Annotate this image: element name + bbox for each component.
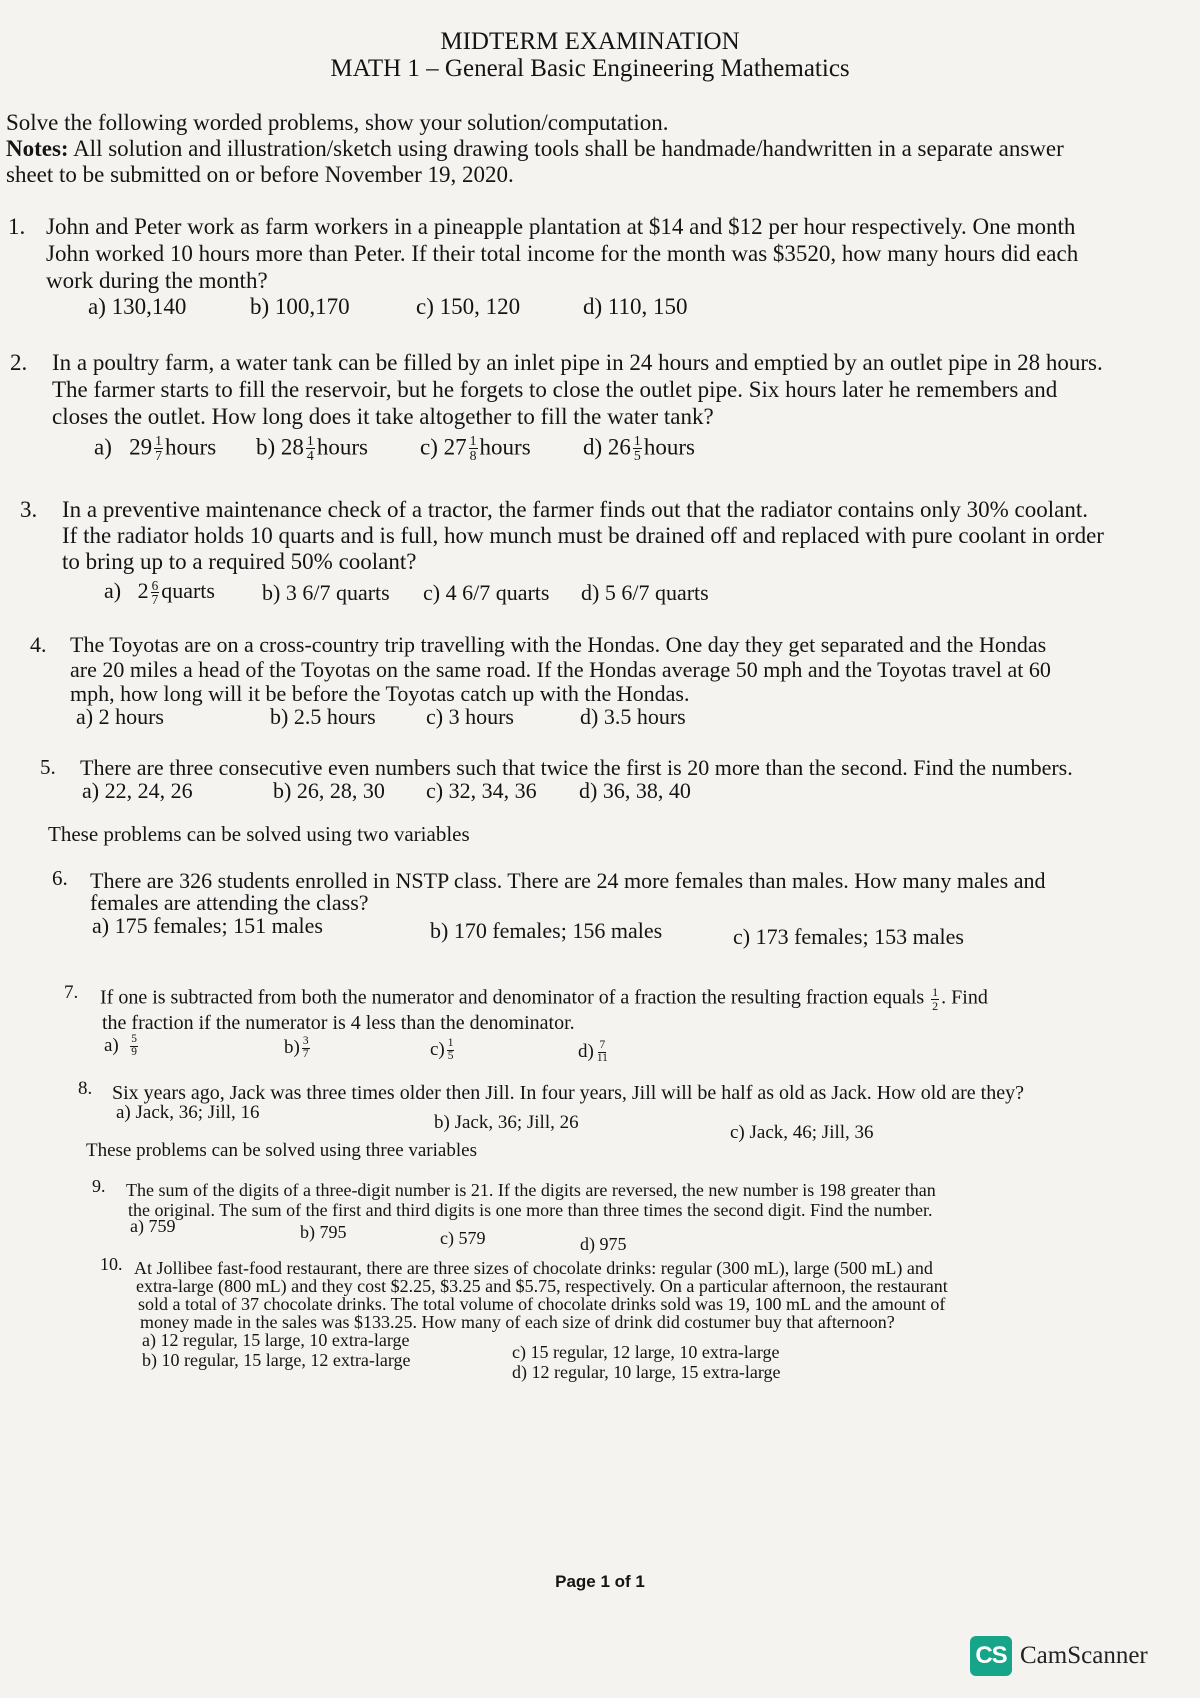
fraction: $\frac{1}{2}$ [932, 985, 939, 1013]
choice-a: a) 175 females; 151 males [92, 913, 323, 938]
camscanner-watermark: CamScanner [1020, 1642, 1148, 1669]
choice-c: c) 173 females; 153 males [733, 924, 964, 949]
instructions-line: Solve the following worded problems, show your solution/computation. [6, 110, 669, 135]
mixed-fraction: $\frac{1}{4}$ [306, 433, 314, 464]
mixed-fraction: $\frac{1}{5}$ [633, 433, 641, 464]
fraction: $\frac{3}{7}$ [302, 1035, 309, 1060]
problem-text-line: the original. The sum of the first and third digits is one more than three times the second digit. Find the number. [128, 1200, 933, 1220]
problem-text-line: closes the outlet. How long does it take altogether to fill the water tank? [52, 404, 714, 429]
problem-text-line: There are 326 students enrolled in NSTP class. There are 24 more females than males. How many males and [90, 868, 1046, 893]
choice-a: a) 2 $\frac{6}{7}$ quarts [104, 577, 215, 608]
choice-b: b) Jack, 36; Jill, 26 [434, 1112, 579, 1133]
choice-a: a) 12 regular, 15 large, 10 extra-large [142, 1330, 410, 1350]
problem-text-line: The sum of the digits of a three-digit number is 21. If the digits are reversed, the new number is 198 greater than [126, 1180, 936, 1200]
choice-a: a) 29 $\frac{1}{7}$ hours [94, 433, 217, 464]
problem-text-line: If one is subtracted from both the numerator and denominator of a fraction the resulting fraction equals $\frac{1}{2}$ . Find [100, 985, 988, 1013]
choice-d: d) 110, 150 [583, 294, 688, 319]
notes-line-2: sheet to be submitted on or before November 19, 2020. [6, 162, 514, 187]
choice-b: b) 100,170 [250, 294, 350, 319]
problem-number: 5. [40, 755, 56, 779]
problem-text-line: females are attending the class? [90, 890, 369, 915]
choice-b: b) 2.5 hours [270, 704, 376, 729]
problem-number: 7. [64, 982, 79, 1003]
exam-title: MIDTERM EXAMINATION [440, 28, 740, 55]
notes-label: Notes: [6, 136, 69, 161]
problem-text-line: John worked 10 hours more than Peter. If their total income for the month was $3520, how many hours did each [46, 241, 1079, 266]
choice-d: d) 3.5 hours [580, 704, 686, 729]
problem-text-line: extra-large (800 mL) and they cost $2.25, $3.25 and $5.75, respectively. On a particular afternoon, the restaurant [136, 1276, 948, 1296]
choice-a: a) 2 hours [76, 704, 164, 729]
problem-text-line: to bring up to a required 50% coolant? [62, 549, 417, 574]
mixed-fraction: $\frac{1}{8}$ [469, 433, 477, 464]
problem-text-line: money made in the sales was $133.25. How many of each size of drink did costumer buy that afternoon? [140, 1312, 895, 1332]
problem-text-line: At Jollibee fast-food restaurant, there are three sizes of chocolate drinks: regular (300 mL), large (500 mL) and [134, 1258, 933, 1278]
problem-text-line: work during the month? [46, 268, 268, 293]
mixed-fraction: $\frac{1}{7}$ [155, 433, 163, 464]
choice-a: a) 22, 24, 26 [82, 778, 193, 803]
problem-number: 10. [100, 1254, 123, 1274]
choice-c: c) 579 [440, 1228, 486, 1248]
choice-d: d) 5 6/7 quarts [581, 580, 709, 605]
choice-c: c) 4 6/7 quarts [423, 580, 550, 605]
choice-d: d) 36, 38, 40 [579, 778, 691, 803]
choice-d: d) 975 [580, 1234, 627, 1254]
mixed-fraction: $\frac{6}{7}$ [151, 577, 159, 608]
problem-text-line: mph, how long will it be before the Toyotas catch up with the Hondas. [70, 681, 690, 706]
choice-c: c) 150, 120 [416, 294, 521, 319]
problem-number: 1. [8, 214, 26, 239]
choice-c: c) 15 regular, 12 large, 10 extra-large [512, 1342, 780, 1362]
notes-text: All solution and illustration/sketch using drawing tools shall be handmade/handwritten in a separate answer [68, 136, 1064, 161]
choice-b: b) 170 females; 156 males [430, 918, 663, 943]
problem-text-line: In a poultry farm, a water tank can be filled by an inlet pipe in 24 hours and emptied by an outlet pipe in 28 hours. [52, 350, 1103, 375]
section-heading-three-variables: These problems can be solved using three variables [86, 1140, 477, 1161]
choice-b: b) 10 regular, 15 large, 12 extra-large [142, 1350, 411, 1370]
choice-c: c) Jack, 46; Jill, 36 [730, 1122, 874, 1143]
problem-text-line: Six years ago, Jack was three times older then Jill. In four years, Jill will be half as old as Jack. How old are they? [112, 1082, 1024, 1104]
choice-b: b) 795 [300, 1222, 347, 1242]
problem-text-line: In a preventive maintenance check of a tractor, the farmer finds out that the radiator contains only 30% coolant. [62, 497, 1089, 522]
choice-c: c) 27 $\frac{1}{8}$ hours [420, 433, 531, 464]
choice-d: d) $\frac{7}{11}$ [578, 1039, 608, 1064]
choice-a: a) 759 [130, 1216, 176, 1236]
choice-c: c) 3 hours [426, 704, 514, 729]
notes [6, 136, 1064, 162]
section-heading-two-variables: These problems can be solved using two variables [48, 822, 470, 846]
choice-b: b) $\frac{3}{7}$ [284, 1035, 309, 1060]
choice-c: c) 32, 34, 36 [426, 778, 537, 803]
problem-number: 8. [78, 1078, 93, 1099]
problem-number: 2. [10, 350, 28, 375]
problem-text-line: sold a total of 37 chocolate drinks. The total volume of chocolate drinks sold was 19, 100 mL and the amount of [138, 1294, 946, 1314]
problem-text-line: The Toyotas are on a cross-country trip travelling with the Hondas. One day they get separated and the Hondas [70, 632, 1047, 657]
problem-text-line: The farmer starts to fill the reservoir, but he forgets to close the outlet pipe. Six hours later he remembers and [52, 377, 1058, 402]
problem-text-line: If the radiator holds 10 quarts and is full, how munch must be drained off and replaced with pure coolant in order [62, 523, 1104, 548]
problem-text-line: the fraction if the numerator is 4 less than the denominator. [102, 1012, 575, 1034]
problem-text-line: John and Peter work as farm workers in a pineapple plantation at $14 and $12 per hour respectively. One month [46, 214, 1076, 239]
fraction: $\frac{7}{11}$ [596, 1039, 608, 1064]
choice-b: b) 3 6/7 quarts [262, 580, 390, 605]
choice-b: b) 26, 28, 30 [273, 778, 385, 803]
choice-d: d) 12 regular, 10 large, 15 extra-large [512, 1362, 781, 1382]
choice-c: c) $\frac{1}{5}$ [430, 1037, 454, 1062]
choice-d: d) 26 $\frac{1}{5}$ hours [583, 433, 695, 464]
problem-number: 6. [52, 866, 68, 890]
problem-text-line: There are three consecutive even numbers such that twice the first is 20 more than the second. Find the numbers. [80, 755, 1073, 780]
exam-subtitle: MATH 1 – General Basic Engineering Mathematics [330, 55, 850, 82]
camscanner-logo-icon: CS [970, 1636, 1012, 1676]
problem-number: 9. [92, 1176, 106, 1196]
choice-b: b) 28 $\frac{1}{4}$ hours [256, 433, 368, 464]
problem-text-line: are 20 miles a head of the Toyotas on the same road. If the Hondas average 50 mph and the Toyotas travel at 60 [70, 657, 1051, 682]
problem-number: 4. [30, 632, 47, 657]
choice-a: a) 130,140 [88, 294, 187, 319]
problem-number: 3. [20, 497, 38, 522]
fraction: $\frac{1}{5}$ [447, 1037, 454, 1062]
choice-a: a) Jack, 36; Jill, 16 [116, 1102, 260, 1123]
fraction: $\frac{5}{9}$ [131, 1033, 137, 1058]
choice-a: a) $\frac{5}{9}$ [104, 1033, 137, 1058]
page-number: Page 1 of 1 [555, 1572, 645, 1591]
